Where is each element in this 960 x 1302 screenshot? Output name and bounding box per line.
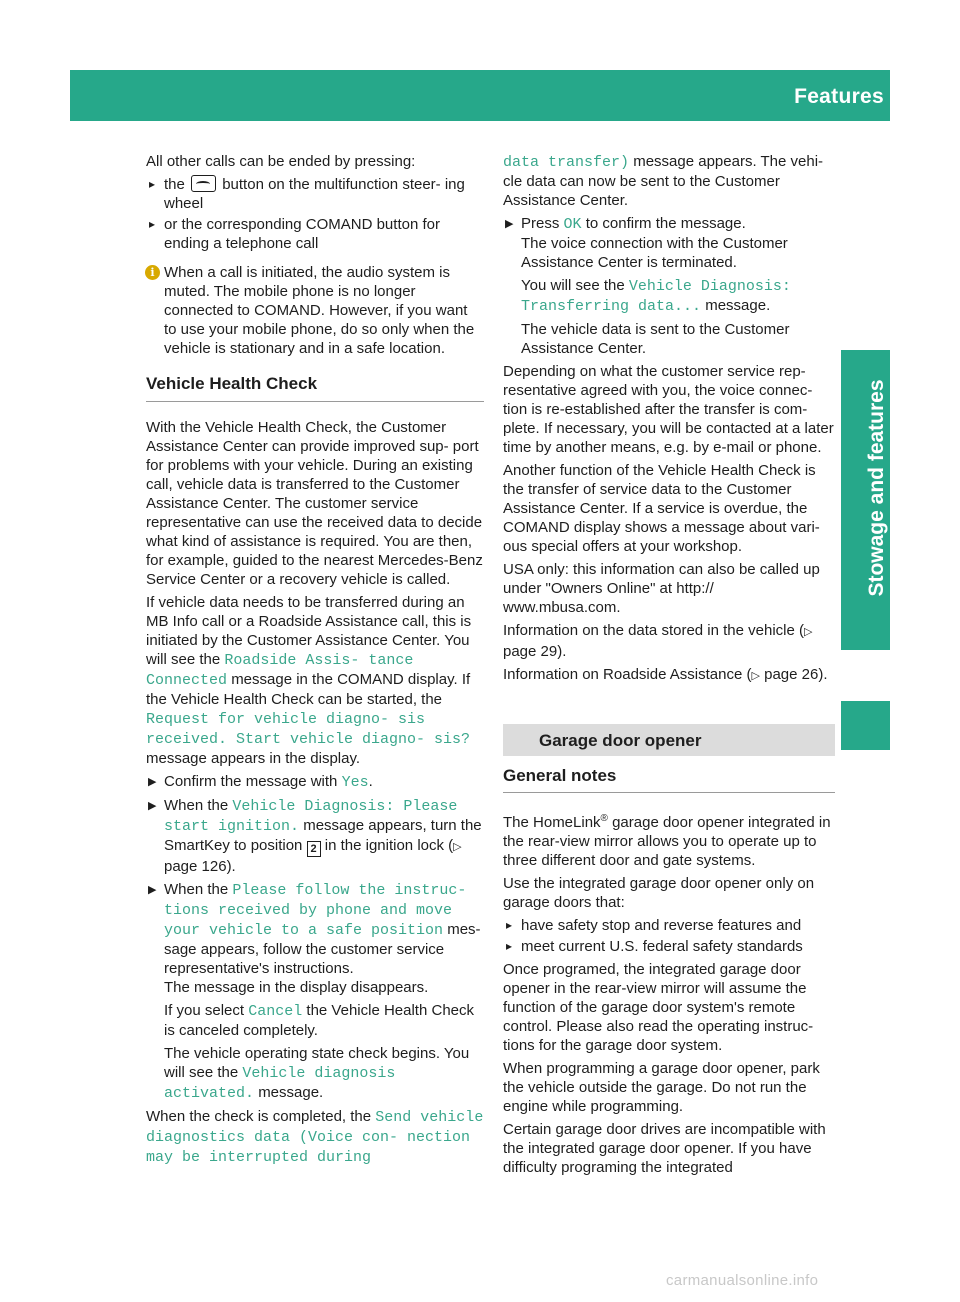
paragraph <box>146 1107 484 1167</box>
text: When the <box>164 881 229 898</box>
list-item: ▸ or the corresponding COMAND button for ending a telephone call <box>146 215 484 253</box>
ignition-position-icon: 2 <box>307 841 321 857</box>
text: When the <box>164 797 229 814</box>
text: message. <box>705 297 771 314</box>
left-column <box>146 152 484 1171</box>
page-ref-icon: ▷ <box>453 841 462 853</box>
step-detail: The vehicle data is sent to the Customer Assistance Center. <box>521 321 790 357</box>
display-message: Roadside Assis‐ tance Connected <box>146 652 414 689</box>
page-number: 259 <box>915 87 947 108</box>
text: in the ignition lock ( <box>324 837 454 854</box>
step-arrow-icon: ▶ <box>148 776 157 788</box>
intro-text: All other calls can be ended by pressing: <box>146 153 416 170</box>
hang-up-icon <box>191 175 216 192</box>
bullet-text: button on the multifunction steer- ing wheel <box>164 176 465 212</box>
step-arrow-icon: ▶ <box>505 218 514 230</box>
list-item: ▸ have safety stop and reverse features and <box>503 916 835 935</box>
info-icon: i <box>145 265 160 280</box>
registered-mark: ® <box>600 813 608 824</box>
paragraph: Use the integrated garage door opener only on garage doors that: <box>503 875 815 911</box>
section-title: Vehicle Health Check <box>146 374 484 402</box>
paragraph: Depending on what the customer service rep- resentative agreed with you, the voice connec- tion is re-established after the transfer is com- plete. If necessary, you will be contacted at a later time by another means, e.g. by e-mail or phone. <box>503 363 834 456</box>
text: message appears, turn the SmartKey to position <box>164 817 482 854</box>
text: message appears in the display. <box>146 750 361 767</box>
paragraph: USA only: this information can also be called up under "Owners Online" at http:// www.mbusa.com. <box>503 561 820 616</box>
step-detail <box>164 1001 484 1040</box>
paragraph: With the Vehicle Health Check, the Customer Assistance Center can provide improved sup- port for problems with your vehicle. During an existing call, vehicle data is transferred to the Customer Assistance Center. The customer service representative can use the received data to decide what kind of assistance is required. You are then, for example, guided to the nearest Mercedes-Benz Service Center or a recovery vehicle is called. <box>146 419 483 588</box>
right-column <box>503 152 835 1181</box>
side-marker <box>841 701 890 750</box>
paragraph <box>503 152 835 210</box>
display-message: Vehicle Diagnosis: Please start ignition. <box>164 798 458 835</box>
text: message. <box>258 1084 324 1101</box>
subsection-title: General notes <box>503 766 835 793</box>
text: the Vehicle Health Check is canceled completely. <box>164 1002 475 1039</box>
text: Press <box>521 215 560 232</box>
display-message: Cancel <box>248 1003 303 1020</box>
header-title: Features <box>794 85 884 108</box>
step-detail <box>521 276 835 316</box>
text: The voice connection with the Customer Assistance Center is terminated. <box>521 235 788 271</box>
info-note <box>146 263 484 358</box>
step-item <box>146 772 484 792</box>
text: garage door opener integrated in the rear-view mirror allows you to operate up to three different door and gate systems. <box>503 814 831 869</box>
display-message: Send vehicle diagnostics data (Voice con‐ nection may be interrupted during <box>146 1109 484 1166</box>
text: If you select <box>164 1002 245 1019</box>
paragraph <box>146 593 484 768</box>
paragraph <box>503 621 835 661</box>
text: When the check is completed, the <box>146 1108 372 1125</box>
step-item <box>146 796 484 876</box>
paragraph: Another function of the Vehicle Health Check is the transfer of service data to the Customer Assistance Center. If a service is overdue, the COMAND display shows a message about vari- ous special offers at your workshop. <box>503 462 820 555</box>
text: . <box>368 773 373 790</box>
page-reference: page 126). <box>164 858 236 875</box>
text: If vehicle data needs to be transferred during an MB Info call or a Roadside Assistance call, this is initiated by the Customer Assistance Center. You will see the <box>146 594 472 668</box>
display-message: OK <box>563 216 582 233</box>
step-detail <box>164 1044 484 1103</box>
page-ref-icon: ▷ <box>751 670 760 682</box>
step-item <box>146 880 484 1103</box>
step-arrow-icon: ▶ <box>148 884 157 896</box>
text: message appears. The vehi- cle data can now be sent to the Customer Assistance Center. <box>503 153 824 209</box>
bullet-text: the <box>164 176 185 193</box>
text: Information on the data stored in the vehicle ( <box>503 622 805 639</box>
side-tab-label: Stowage and features <box>865 379 888 597</box>
display-message: Vehicle diagnosis activated. <box>164 1065 396 1102</box>
paragraph <box>503 809 835 870</box>
text: Information on Roadside Assistance ( <box>503 666 752 683</box>
text: to confirm the message. <box>585 215 746 232</box>
display-message: Vehicle Diagnosis: Transferring data... <box>521 278 791 315</box>
paragraph: When programming a garage door opener, park the vehicle outside the garage. Do not run the engine while programming. <box>503 1060 820 1115</box>
note-text: When a call is initiated, the audio system is muted. The mobile phone is no longer connected to COMAND. However, if you want to use your mobile phone, do so only when the vehicle is stationary and in a safe location. <box>164 264 475 357</box>
display-message: Yes <box>341 774 369 791</box>
text: message in the COMAND display. If the Vehicle Health Check can be started, the <box>146 671 471 708</box>
paragraph: Once programed, the integrated garage door opener in the rear-view mirror will assume the function of the garage door system's remote control. Please also read the operating instruc- tions for the garage door system. <box>503 961 814 1054</box>
page-reference: page 29). <box>503 643 567 660</box>
text: The HomeLink <box>503 814 601 831</box>
section-heading: Garage door opener <box>503 724 835 756</box>
list-item: ▸ meet current U.S. federal safety standards <box>503 937 835 956</box>
text: You will see the <box>521 277 625 294</box>
page-header <box>70 70 947 121</box>
step-item <box>503 214 835 358</box>
watermark: carmanualsonline.info <box>666 1272 819 1289</box>
display-message: data transfer) <box>503 154 630 171</box>
text: The vehicle operating state check begins. You will see the <box>164 1045 470 1081</box>
display-message: Request for vehicle diagno‐ sis received. Start vehicle diagno‐ sis? <box>146 711 471 748</box>
text: Confirm the message with <box>164 773 338 790</box>
text: The message in the display disappears. <box>164 979 429 996</box>
header-divider <box>900 73 903 118</box>
list-item <box>146 175 484 213</box>
display-message: Please follow the instruc‐ tions received by phone and move your vehicle to a safe position <box>164 882 467 939</box>
page-reference: page 26). <box>764 666 828 683</box>
paragraph: Certain garage door drives are incompatible with the integrated garage door opener. If you have difficulty programing the integrated <box>503 1121 826 1176</box>
text: mes- sage appears, follow the customer service representative's instructions. <box>164 921 481 977</box>
page-ref-icon: ▷ <box>804 626 813 638</box>
paragraph <box>503 665 835 686</box>
step-arrow-icon: ▶ <box>148 800 157 812</box>
